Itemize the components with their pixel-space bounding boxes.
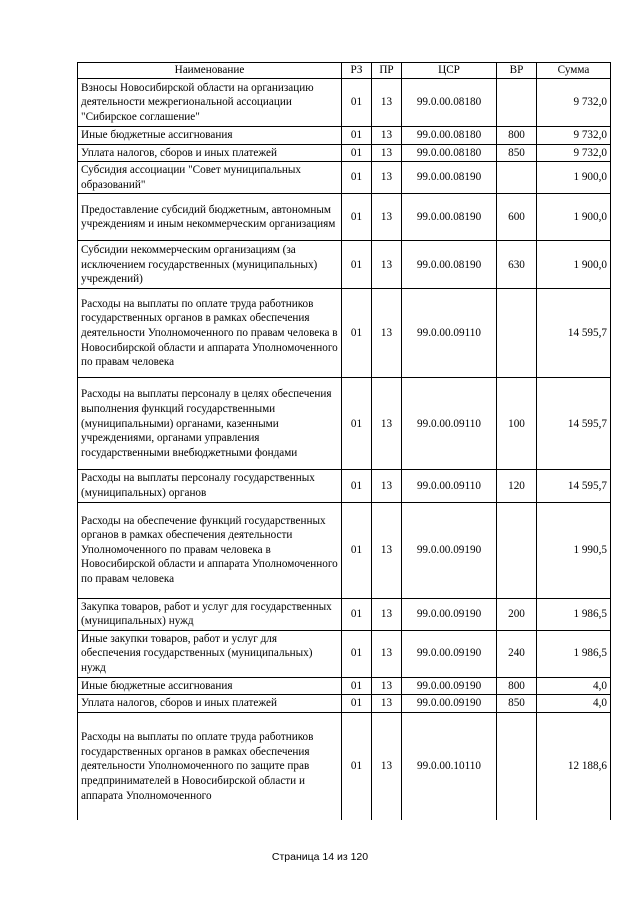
cell-pr: 13 xyxy=(372,677,402,695)
cell-pr: 13 xyxy=(372,630,402,677)
cell-vr xyxy=(497,289,537,378)
cell-name: Иные бюджетные ассигнования xyxy=(78,127,342,145)
cell-rz: 01 xyxy=(342,470,372,502)
cell-csr: 99.0.00.08180 xyxy=(402,144,497,162)
cell-name: Взносы Новосибирской области на организацию деятельности межрегиональной ассоциации "Сибирское соглашение" xyxy=(78,79,342,127)
cell-name: Иные бюджетные ассигнования xyxy=(78,677,342,695)
cell-rz: 01 xyxy=(342,79,372,127)
cell-sum: 9 732,0 xyxy=(537,79,611,127)
cell-sum: 9 732,0 xyxy=(537,144,611,162)
table-row xyxy=(78,127,611,145)
budget-table xyxy=(77,62,611,820)
cell-csr: 99.0.00.09110 xyxy=(402,289,497,378)
cell-pr: 13 xyxy=(372,194,402,241)
cell-pr: 13 xyxy=(372,712,402,820)
cell-rz: 01 xyxy=(342,630,372,677)
table-row xyxy=(78,598,611,630)
header-pr: ПР xyxy=(372,63,402,79)
table-row xyxy=(78,378,611,470)
cell-vr: 800 xyxy=(497,677,537,695)
cell-sum: 14 595,7 xyxy=(537,289,611,378)
cell-rz: 01 xyxy=(342,241,372,289)
table-row xyxy=(78,194,611,241)
cell-name: Расходы на обеспечение функций государственных органов в рамках обеспечения деятельности Уполномоченного по правам человека в Новосибирской области и аппарата Уполномоченного по правам человека xyxy=(78,502,342,598)
cell-sum: 12 188,6 xyxy=(537,712,611,820)
header-csr: ЦСР xyxy=(402,63,497,79)
header-rz: РЗ xyxy=(342,63,372,79)
cell-sum: 1 900,0 xyxy=(537,162,611,194)
cell-name: Расходы на выплаты по оплате труда работников государственных органов в рамках обеспечения деятельности Уполномоченного по правам человека в Новосибирской области и аппарата Уполномоченного по правам человека xyxy=(78,289,342,378)
cell-csr: 99.0.00.10110 xyxy=(402,712,497,820)
cell-csr: 99.0.00.08190 xyxy=(402,194,497,241)
cell-vr xyxy=(497,162,537,194)
table-row xyxy=(78,79,611,127)
cell-sum: 1 900,0 xyxy=(537,194,611,241)
cell-vr xyxy=(497,712,537,820)
cell-pr: 13 xyxy=(372,470,402,502)
cell-pr: 13 xyxy=(372,162,402,194)
cell-rz: 01 xyxy=(342,695,372,713)
cell-sum: 14 595,7 xyxy=(537,378,611,470)
table-row xyxy=(78,677,611,695)
cell-pr: 13 xyxy=(372,127,402,145)
cell-csr: 99.0.00.08180 xyxy=(402,79,497,127)
cell-sum: 1 986,5 xyxy=(537,630,611,677)
table-header-row xyxy=(78,63,611,79)
cell-name: Субсидии некоммерческим организациям (за исключением государственных (муниципальных) учреждений) xyxy=(78,241,342,289)
cell-vr: 850 xyxy=(497,144,537,162)
cell-vr: 800 xyxy=(497,127,537,145)
cell-csr: 99.0.00.08190 xyxy=(402,241,497,289)
cell-vr: 240 xyxy=(497,630,537,677)
cell-sum: 4,0 xyxy=(537,677,611,695)
cell-vr: 120 xyxy=(497,470,537,502)
cell-vr: 630 xyxy=(497,241,537,289)
cell-sum: 4,0 xyxy=(537,695,611,713)
cell-name: Субсидия ассоциации "Совет муниципальных образований" xyxy=(78,162,342,194)
cell-csr: 99.0.00.09190 xyxy=(402,630,497,677)
cell-name: Расходы на выплаты по оплате труда работников государственных органов в рамках обеспечения деятельности Уполномоченного по защите прав предпринимателей в Новосибирской области и аппарата Уполномоченного xyxy=(78,712,342,820)
table-row xyxy=(78,162,611,194)
table-row xyxy=(78,630,611,677)
cell-vr: 200 xyxy=(497,598,537,630)
cell-rz: 01 xyxy=(342,127,372,145)
cell-name: Расходы на выплаты персоналу государственных (муниципальных) органов xyxy=(78,470,342,502)
table-row xyxy=(78,502,611,598)
cell-csr: 99.0.00.09110 xyxy=(402,470,497,502)
table-row xyxy=(78,712,611,820)
cell-rz: 01 xyxy=(342,712,372,820)
cell-vr xyxy=(497,79,537,127)
header-sum: Сумма xyxy=(537,63,611,79)
cell-name: Иные закупки товаров, работ и услуг для обеспечения государственных (муниципальных) нужд xyxy=(78,630,342,677)
cell-pr: 13 xyxy=(372,144,402,162)
cell-rz: 01 xyxy=(342,289,372,378)
header-vr: ВР xyxy=(497,63,537,79)
cell-name: Уплата налогов, сборов и иных платежей xyxy=(78,695,342,713)
cell-sum: 1 900,0 xyxy=(537,241,611,289)
cell-csr: 99.0.00.09190 xyxy=(402,502,497,598)
table-row xyxy=(78,289,611,378)
cell-pr: 13 xyxy=(372,695,402,713)
cell-pr: 13 xyxy=(372,502,402,598)
cell-pr: 13 xyxy=(372,598,402,630)
cell-rz: 01 xyxy=(342,162,372,194)
cell-csr: 99.0.00.09110 xyxy=(402,378,497,470)
cell-name: Расходы на выплаты персоналу в целях обеспечения выполнения функций государственными (муниципальными) органами, казенными учреждениями, органами управления государственными внебюджетными фондами xyxy=(78,378,342,470)
cell-csr: 99.0.00.08180 xyxy=(402,127,497,145)
cell-rz: 01 xyxy=(342,378,372,470)
cell-rz: 01 xyxy=(342,677,372,695)
cell-pr: 13 xyxy=(372,79,402,127)
cell-rz: 01 xyxy=(342,502,372,598)
table-row xyxy=(78,241,611,289)
header-name: Наименование xyxy=(78,63,342,79)
cell-csr: 99.0.00.09190 xyxy=(402,598,497,630)
cell-rz: 01 xyxy=(342,194,372,241)
cell-pr: 13 xyxy=(372,289,402,378)
cell-vr: 850 xyxy=(497,695,537,713)
cell-vr: 600 xyxy=(497,194,537,241)
cell-name: Уплата налогов, сборов и иных платежей xyxy=(78,144,342,162)
cell-sum: 14 595,7 xyxy=(537,470,611,502)
cell-name: Предоставление субсидий бюджетным, автономным учреждениям и иным некоммерческим организациям xyxy=(78,194,342,241)
cell-sum: 1 986,5 xyxy=(537,598,611,630)
cell-csr: 99.0.00.09190 xyxy=(402,695,497,713)
cell-vr xyxy=(497,502,537,598)
cell-pr: 13 xyxy=(372,378,402,470)
table-row xyxy=(78,144,611,162)
cell-vr: 100 xyxy=(497,378,537,470)
table-row xyxy=(78,695,611,713)
cell-sum: 1 990,5 xyxy=(537,502,611,598)
page-number: Страница 14 из 120 xyxy=(271,851,369,863)
cell-pr: 13 xyxy=(372,241,402,289)
cell-sum: 9 732,0 xyxy=(537,127,611,145)
cell-csr: 99.0.00.09190 xyxy=(402,677,497,695)
cell-rz: 01 xyxy=(342,598,372,630)
cell-name: Закупка товаров, работ и услуг для государственных (муниципальных) нужд xyxy=(78,598,342,630)
cell-rz: 01 xyxy=(342,144,372,162)
table-row xyxy=(78,470,611,502)
cell-csr: 99.0.00.08190 xyxy=(402,162,497,194)
